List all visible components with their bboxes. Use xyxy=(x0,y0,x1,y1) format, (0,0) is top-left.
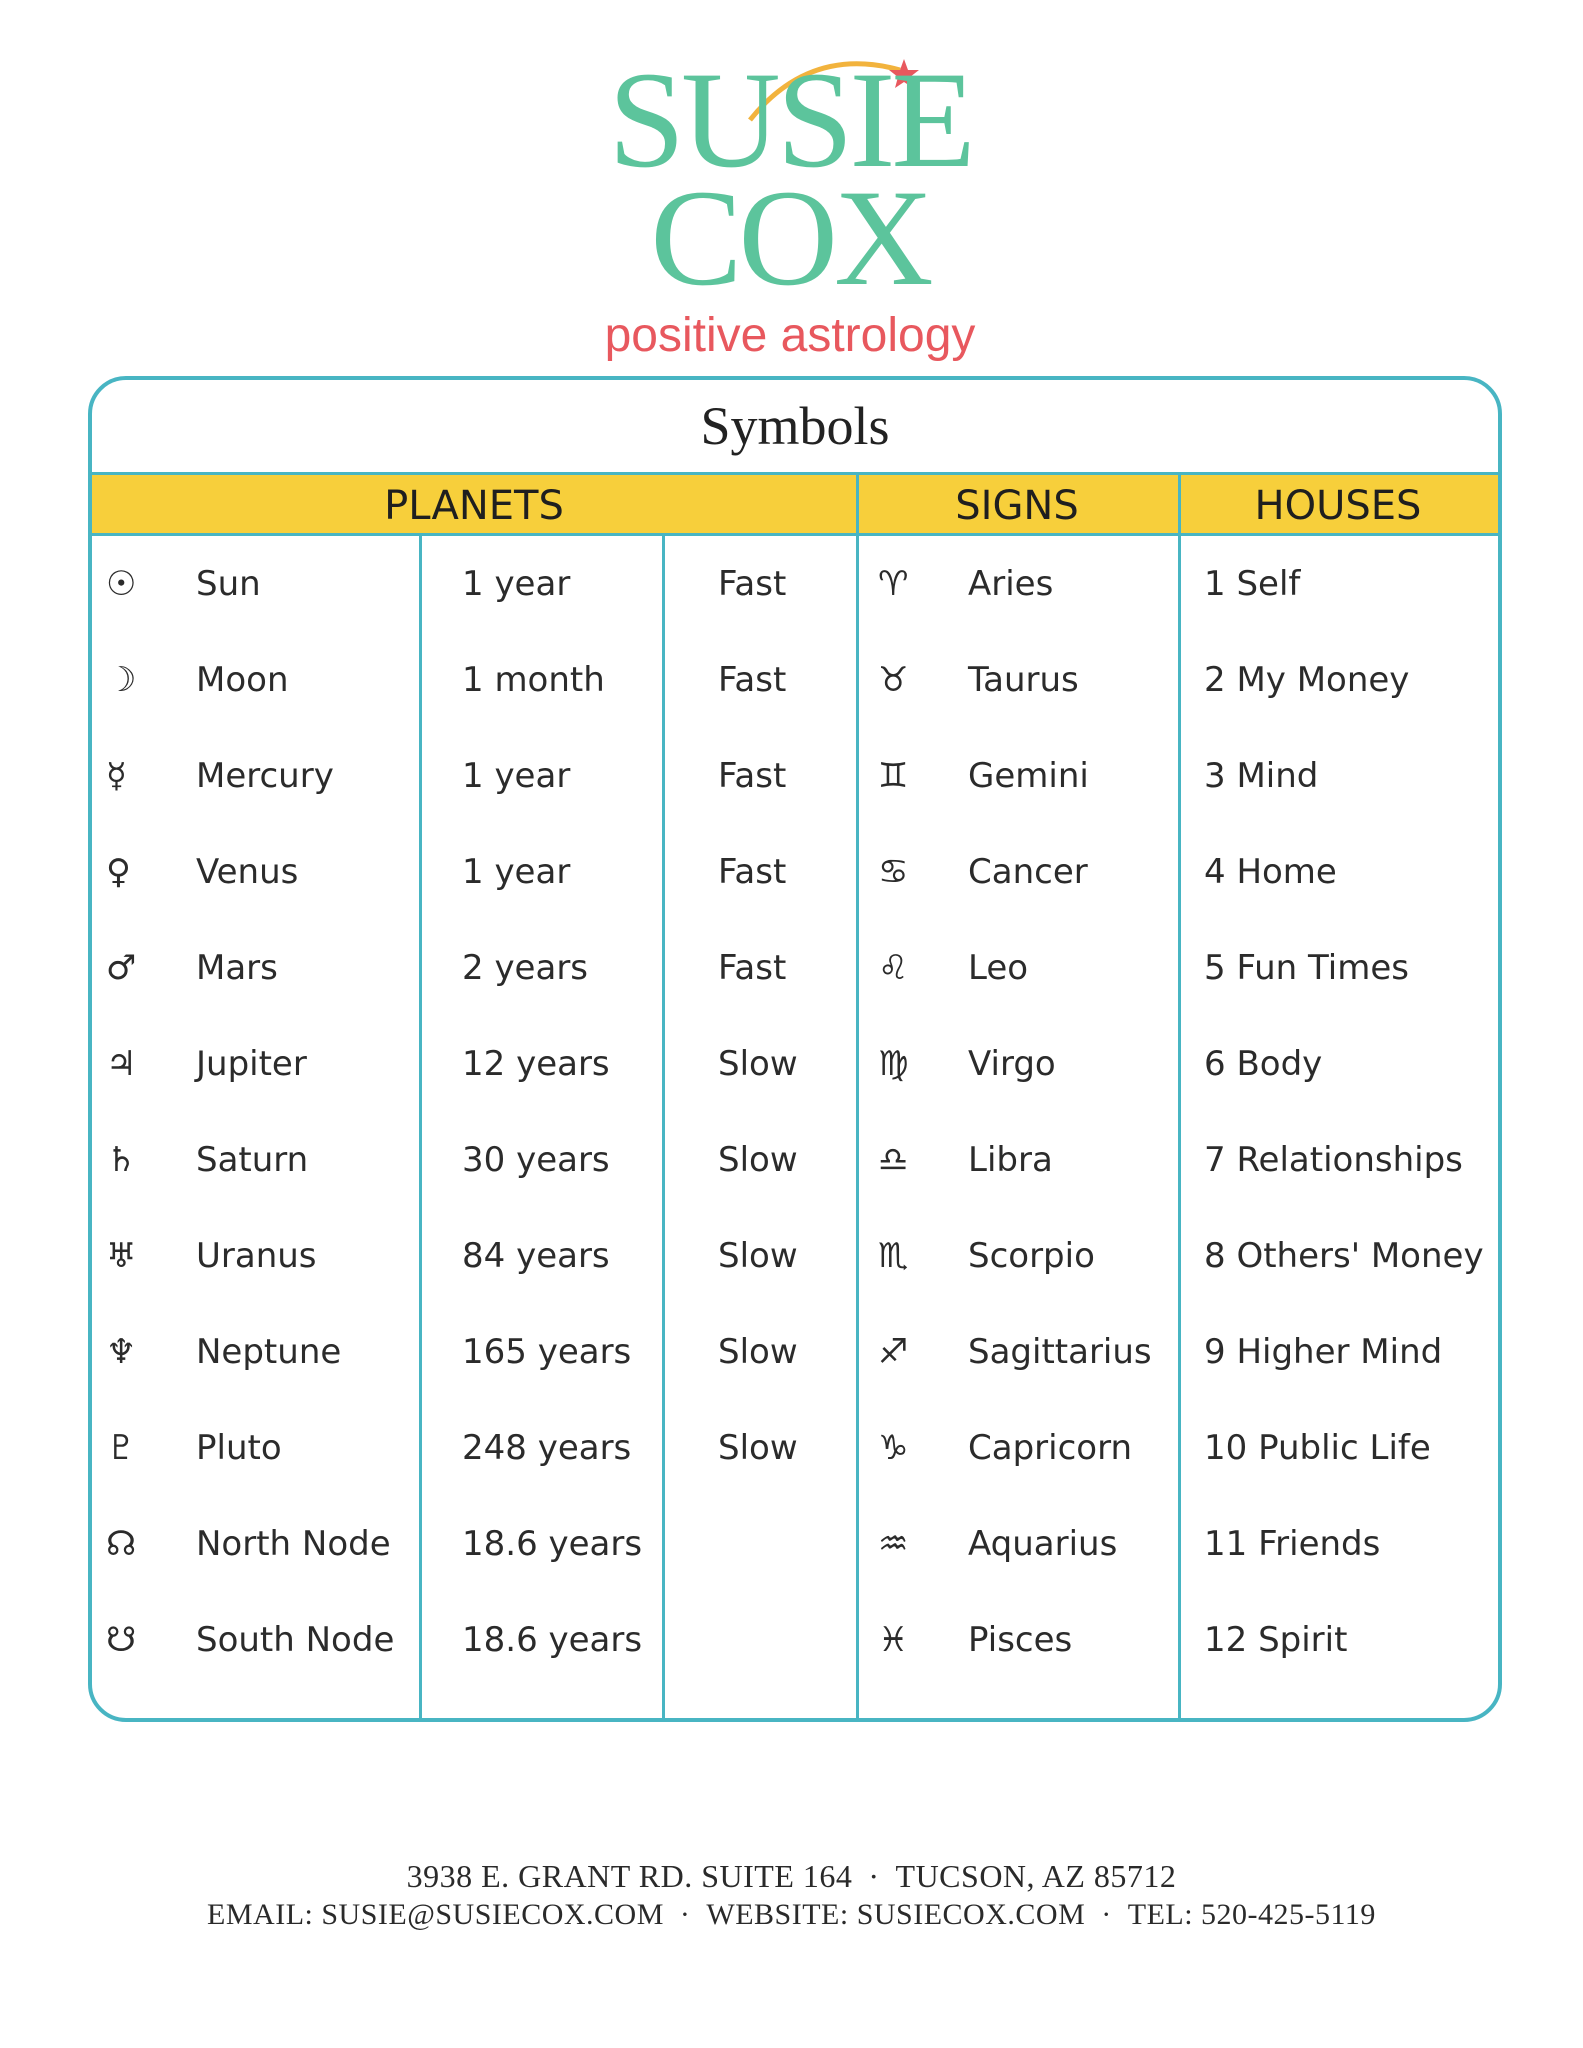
house-name: 7 Relationships xyxy=(1204,1140,1463,1180)
neptune-symbol-icon: ♆ xyxy=(106,1332,137,1372)
mercury-symbol-icon: ☿ xyxy=(106,756,127,796)
sagittarius-symbol-icon: ♐ xyxy=(878,1332,909,1372)
table-row xyxy=(92,728,1498,824)
planet-name: Pluto xyxy=(196,1428,282,1468)
sign-name: Aquarius xyxy=(968,1524,1118,1564)
planet-cycle: 1 year xyxy=(462,564,571,604)
sign-name: Leo xyxy=(968,948,1029,988)
logo-name-first: SUSIE xyxy=(608,43,972,196)
planet-cycle: 1 year xyxy=(462,756,571,796)
planet-speed: Fast xyxy=(718,660,787,700)
sign-name: Sagittarius xyxy=(968,1332,1152,1372)
planet-speed: Slow xyxy=(718,1428,798,1468)
planet-cycle: 165 years xyxy=(462,1332,632,1372)
table-title: Symbols xyxy=(700,396,890,456)
footer-phone[interactable]: TEL: 520-425-5119 xyxy=(1127,1898,1376,1931)
planet-speed: Slow xyxy=(718,1140,798,1180)
sign-name: Pisces xyxy=(968,1620,1073,1660)
header-signs: SIGNS xyxy=(955,483,1079,529)
table-row xyxy=(92,1592,1498,1688)
house-name: 9 Higher Mind xyxy=(1204,1332,1443,1372)
sign-name: Virgo xyxy=(968,1044,1056,1084)
house-name: 5 Fun Times xyxy=(1204,948,1409,988)
gemini-symbol-icon: ♊ xyxy=(878,756,909,796)
footer-street: 3938 E. GRANT RD. SUITE 164 xyxy=(406,1858,853,1894)
planet-cycle: 84 years xyxy=(462,1236,610,1276)
capricorn-symbol-icon: ♑ xyxy=(878,1428,909,1468)
uranus-symbol-icon: ♅ xyxy=(106,1236,137,1276)
south-node-symbol-icon: ☋ xyxy=(106,1620,137,1660)
header-houses: HOUSES xyxy=(1254,483,1422,529)
planet-cycle: 1 month xyxy=(462,660,605,700)
planet-cycle: 18.6 years xyxy=(462,1524,643,1564)
table-row xyxy=(92,1208,1498,1304)
table-row xyxy=(92,536,1498,632)
header-planets: PLANETS xyxy=(384,483,564,529)
mars-symbol-icon: ♂ xyxy=(106,948,137,988)
sign-name: Capricorn xyxy=(968,1428,1133,1468)
table-row xyxy=(92,824,1498,920)
planet-name: Moon xyxy=(196,660,289,700)
footer-email[interactable]: EMAIL: SUSIE@SUSIECOX.COM xyxy=(207,1898,664,1931)
house-name: 10 Public Life xyxy=(1204,1428,1431,1468)
planet-name: Neptune xyxy=(196,1332,342,1372)
symbols-table xyxy=(88,376,1502,1722)
planet-name: Sun xyxy=(196,564,261,604)
house-name: 3 Mind xyxy=(1204,756,1319,796)
brand-logo xyxy=(580,43,1000,370)
scorpio-symbol-icon: ♏ xyxy=(878,1236,909,1276)
footer-contact-line: EMAIL: SUSIE@SUSIECOX.COM · WEBSITE: SUSIECOX.COM · TEL: 520-425-5119 xyxy=(207,1898,1376,1931)
house-name: 1 Self xyxy=(1204,564,1301,604)
logo-tagline: positive astrology xyxy=(604,309,976,362)
logo-name-last: COX xyxy=(650,161,930,314)
pluto-symbol-icon: ♇ xyxy=(106,1428,137,1468)
footer-city: TUCSON, AZ 85712 xyxy=(895,1858,1177,1894)
planet-speed: Fast xyxy=(718,852,787,892)
planet-name: Mercury xyxy=(196,756,334,796)
house-name: 6 Body xyxy=(1204,1044,1323,1084)
planet-cycle: 2 years xyxy=(462,948,589,988)
planet-cycle: 248 years xyxy=(462,1428,632,1468)
cancer-symbol-icon: ♋ xyxy=(878,852,909,892)
planet-speed: Fast xyxy=(718,756,787,796)
planet-name: Venus xyxy=(196,852,299,892)
house-name: 4 Home xyxy=(1204,852,1337,892)
sign-name: Scorpio xyxy=(968,1236,1095,1276)
planet-speed: Slow xyxy=(718,1236,798,1276)
virgo-symbol-icon: ♍ xyxy=(878,1044,909,1084)
sign-name: Aries xyxy=(968,564,1054,604)
table-row xyxy=(92,920,1498,1016)
house-name: 2 My Money xyxy=(1204,660,1410,700)
planet-speed: Fast xyxy=(718,948,787,988)
leo-symbol-icon: ♌ xyxy=(878,948,909,988)
sign-name: Cancer xyxy=(968,852,1088,892)
planet-cycle: 12 years xyxy=(462,1044,610,1084)
venus-symbol-icon: ♀ xyxy=(106,852,131,892)
aries-symbol-icon: ♈ xyxy=(878,564,909,604)
libra-symbol-icon: ♎ xyxy=(878,1140,909,1180)
planet-name: Mars xyxy=(196,948,278,988)
footer-address-line: 3938 E. GRANT RD. SUITE 164 · TUCSON, AZ 85712 xyxy=(406,1858,1177,1894)
house-name: 12 Spirit xyxy=(1204,1620,1348,1660)
house-name: 8 Others' Money xyxy=(1204,1236,1484,1276)
table-row xyxy=(92,1400,1498,1496)
table-row xyxy=(92,1304,1498,1400)
planet-name: Jupiter xyxy=(196,1044,307,1084)
planet-speed: Fast xyxy=(718,564,787,604)
footer-website[interactable]: WEBSITE: SUSIECOX.COM xyxy=(706,1898,1086,1931)
house-name: 11 Friends xyxy=(1204,1524,1381,1564)
taurus-symbol-icon: ♉ xyxy=(878,660,909,700)
table-row xyxy=(92,1496,1498,1592)
table-row xyxy=(92,1112,1498,1208)
planet-cycle: 30 years xyxy=(462,1140,610,1180)
planet-name: South Node xyxy=(196,1620,395,1660)
planet-speed: Slow xyxy=(718,1044,798,1084)
moon-symbol-icon: ☽ xyxy=(106,660,137,700)
planet-name: Uranus xyxy=(196,1236,317,1276)
table-body xyxy=(92,536,1498,1718)
pisces-symbol-icon: ♓ xyxy=(878,1620,909,1660)
planet-speed: Slow xyxy=(718,1332,798,1372)
table-row xyxy=(92,632,1498,728)
saturn-symbol-icon: ♄ xyxy=(106,1140,137,1180)
planet-name: North Node xyxy=(196,1524,391,1564)
sun-symbol-icon: ☉ xyxy=(106,564,137,604)
planet-cycle: 1 year xyxy=(462,852,571,892)
sign-name: Gemini xyxy=(968,756,1089,796)
sign-name: Libra xyxy=(968,1140,1053,1180)
planet-cycle: 18.6 years xyxy=(462,1620,643,1660)
table-row xyxy=(92,1016,1498,1112)
aquarius-symbol-icon: ♒ xyxy=(878,1524,909,1564)
north-node-symbol-icon: ☊ xyxy=(106,1524,137,1564)
sign-name: Taurus xyxy=(968,660,1079,700)
jupiter-symbol-icon: ♃ xyxy=(106,1044,137,1084)
table-header-row xyxy=(92,472,1498,536)
planet-name: Saturn xyxy=(196,1140,309,1180)
